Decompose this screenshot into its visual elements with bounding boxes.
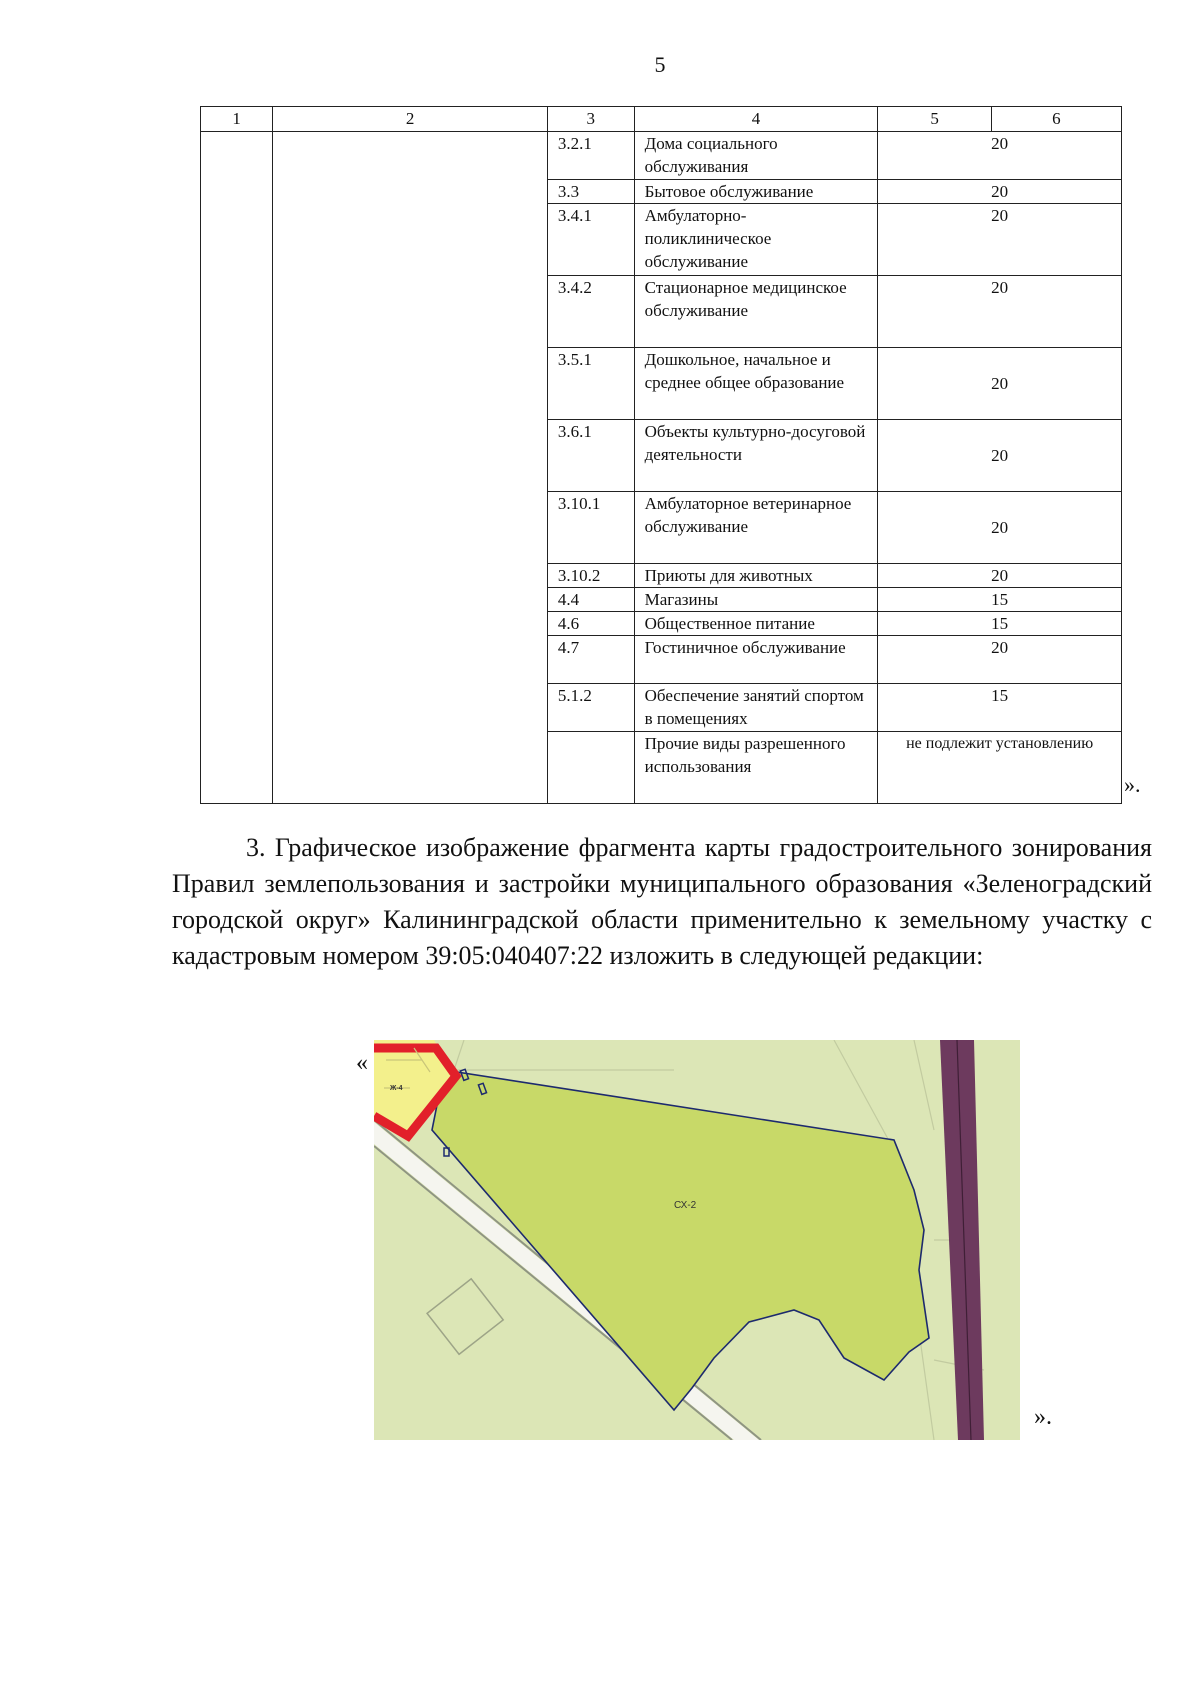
- name-cell: Магазины: [634, 588, 878, 612]
- code-cell: 3.10.2: [547, 564, 634, 588]
- value-cell: не подлежит установлению: [878, 732, 1122, 804]
- table-header: 5: [878, 107, 992, 132]
- page-number: 5: [654, 52, 666, 77]
- amendment-paragraph: 3. Графическое изображение фрагмента карты градостроительного зонирования Правил землепользования и застройки муниципального образования «Зеленоградский городской округ» Калининградской области применительно к земельному участку с кадастровым номером 39:05:040407:22 изложить в следующей редакции:: [172, 833, 1152, 970]
- regulations-table: [200, 106, 1122, 804]
- code-cell: 4.4: [547, 588, 634, 612]
- name-cell: Приюты для животных: [634, 564, 878, 588]
- name-cell: Объекты культурно-досуговой деятельности: [634, 420, 878, 492]
- name-cell: Бытовое обслуживание: [634, 180, 878, 204]
- value-cell: 20: [878, 204, 1122, 276]
- name-cell: Гостиничное обслуживание: [634, 636, 878, 684]
- table-header: 1: [201, 107, 273, 132]
- value-cell: 20: [878, 636, 1122, 684]
- value-cell: 20: [878, 180, 1122, 204]
- name-cell: Стационарное медицинское обслуживание: [634, 276, 878, 348]
- code-cell: 3.2.1: [547, 132, 634, 180]
- code-cell: [547, 732, 634, 804]
- table-row: [201, 132, 1122, 180]
- value-cell: 15: [878, 612, 1122, 636]
- value-cell: 15: [878, 684, 1122, 732]
- name-cell: Амбулаторно-поликлиническое обслуживание: [634, 204, 878, 276]
- empty-cell: [201, 132, 273, 804]
- code-cell: 3.4.1: [547, 204, 634, 276]
- zoning-map: [374, 1040, 1020, 1440]
- map-open-quote: «: [356, 1050, 368, 1076]
- table-header: 6: [991, 107, 1121, 132]
- code-cell: 5.1.2: [547, 684, 634, 732]
- small-zone-label: Ж-4: [390, 1085, 403, 1092]
- name-cell: Амбулаторное ветеринарное обслуживание: [634, 492, 878, 564]
- value-cell: 20: [878, 132, 1122, 180]
- code-cell: 3.5.1: [547, 348, 634, 420]
- code-cell: 4.7: [547, 636, 634, 684]
- name-cell: Прочие виды разрешенного использования: [634, 732, 878, 804]
- empty-cell: [273, 132, 548, 804]
- code-cell: 3.4.2: [547, 276, 634, 348]
- name-cell: Дома социального обслуживания: [634, 132, 878, 180]
- map-close-quote: ».: [1034, 1404, 1052, 1430]
- name-cell: Дошкольное, начальное и среднее общее образование: [634, 348, 878, 420]
- value-cell: 20: [878, 348, 1122, 420]
- table-header: 3: [547, 107, 634, 132]
- code-cell: 4.6: [547, 612, 634, 636]
- value-cell: 15: [878, 588, 1122, 612]
- value-cell: 20: [878, 564, 1122, 588]
- value-cell: 20: [878, 420, 1122, 492]
- code-cell: 3.6.1: [547, 420, 634, 492]
- code-cell: 3.10.1: [547, 492, 634, 564]
- code-cell: 3.3: [547, 180, 634, 204]
- table-closing-quote: ».: [1124, 772, 1141, 797]
- name-cell: Обеспечение занятий спортом в помещениях: [634, 684, 878, 732]
- table-header: 4: [634, 107, 878, 132]
- zone-label: СХ-2: [674, 1200, 697, 1211]
- table-header-row: [201, 107, 1122, 132]
- value-cell: 20: [878, 492, 1122, 564]
- name-cell: Общественное питание: [634, 612, 878, 636]
- table-header: 2: [273, 107, 548, 132]
- value-cell: 20: [878, 276, 1122, 348]
